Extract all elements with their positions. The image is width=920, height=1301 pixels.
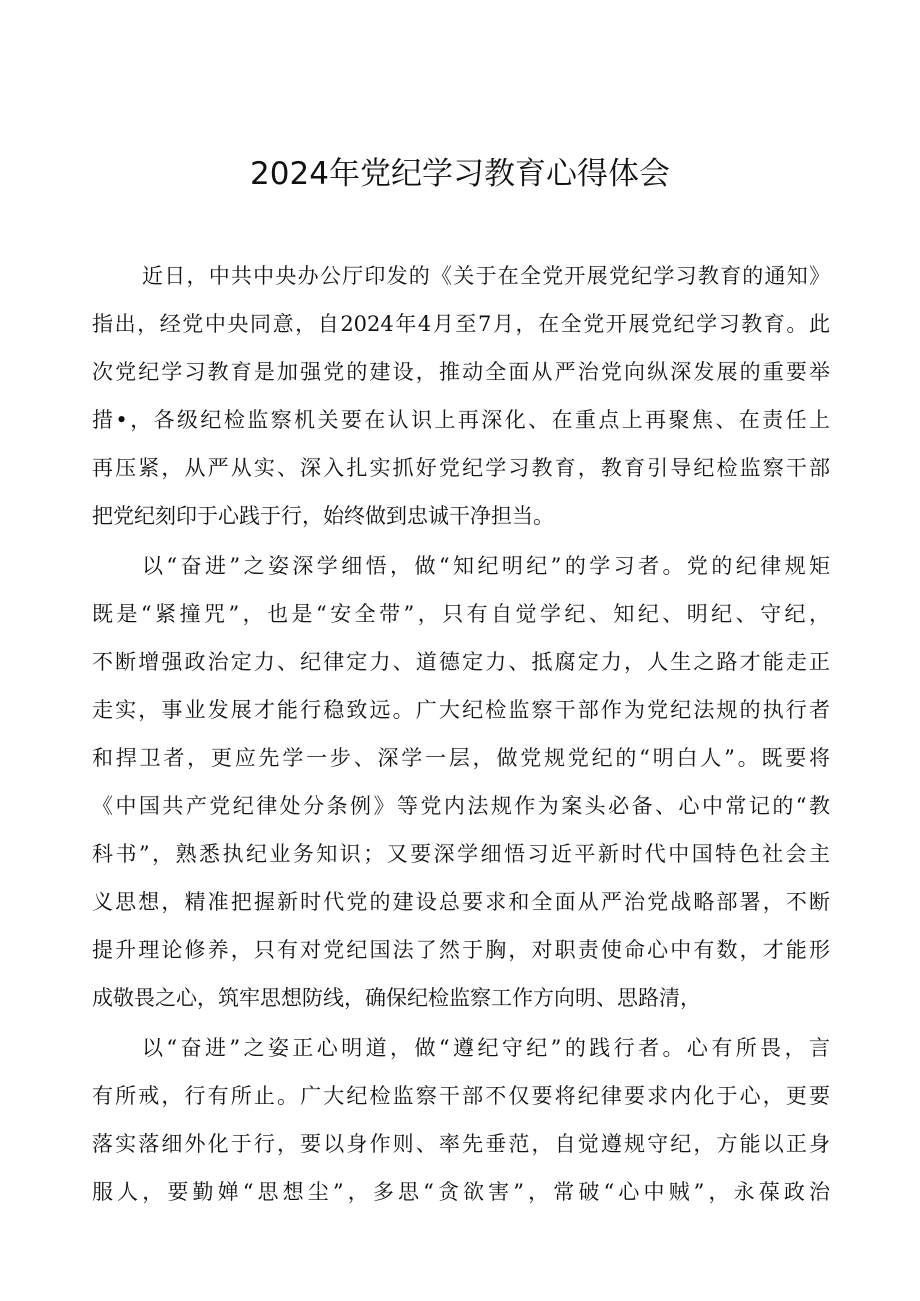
paragraph-line: 落实落细外化于行，要以身作则、率先垂范，自觉遵规守纪，方能以正身 <box>92 1132 830 1156</box>
paragraph-line: 服人，要勤婵“思想尘”，多思“贪欲害”，常破“心中贼”，永葆政治 <box>92 1180 830 1204</box>
paragraph-3 <box>92 1024 830 1216</box>
paragraph-line: 提升理论修养，只有对党纪国法了然于胸，对职责使命心中有数，才能形 <box>92 938 830 962</box>
paragraph-line: 走实，事业发展才能行稳致远。广大纪检监察干部作为党纪法规的执行者 <box>92 698 830 722</box>
paragraph-line: 《中国共产党纪律处分条例》等党内法规作为案头必备、心中常记的“教 <box>92 794 830 818</box>
paragraph-line: 既是“紧撞咒”，也是“安全带”，只有自觉学纪、知纪、明纪、守纪， <box>92 602 830 626</box>
document-title: 2024年党纪学习教育心得体会 <box>250 156 670 192</box>
paragraph-line: 把党纪刻印于心践于行，始终做到忠诚干净担当。 <box>92 504 554 528</box>
paragraph-1 <box>92 252 830 540</box>
paragraph-line: 次党纪学习教育是加强党的建设，推动全面从严治党向纵深发展的重要举 <box>92 360 830 384</box>
paragraph-line: 再压紧，从严从实、深入扎实抓好党纪学习教育，教育引导纪检监察干部 <box>92 456 830 480</box>
paragraph-2 <box>92 542 830 1022</box>
paragraph-line: 科书”，熟悉执纪业务知识；又要深学细悟习近平新时代中国特色社会主 <box>92 842 830 866</box>
paragraph-line: 以“奋进”之姿正心明道，做“遵纪守纪”的践行者。心有所畏，言 <box>142 1036 830 1060</box>
paragraph-line: 义思想，精准把握新时代党的建设总要求和全面从严治党战略部署，不断 <box>92 890 830 914</box>
paragraph-line: 成敬畏之心，筑牢思想防线，确保纪检监察工作方向明、思路清， <box>92 986 701 1010</box>
paragraph-line: 有所戒，行有所止。广大纪检监察干部不仅要将纪律要求内化于心，更要 <box>92 1084 830 1108</box>
paragraph-line: 指出，经党中央同意，自2024年4月至7月，在全党开展党纪学习教育。此 <box>92 312 830 336</box>
paragraph-line: 措•，各级纪检监察机关要在认识上再深化、在重点上再聚焦、在责任上 <box>92 408 830 432</box>
paragraph-line: 和捍卫者，更应先学一步、深学一层，做党规党纪的“明白人”。既要将 <box>92 746 830 770</box>
paragraph-line: 近日，中共中央办公厅印发的《关于在全党开展党纪学习教育的通知》 <box>142 264 830 288</box>
paragraph-line: 不断增强政治定力、纪律定力、道德定力、抵腐定力，人生之路才能走正 <box>92 650 830 674</box>
paragraph-line: 以“奋进”之姿深学细悟，做“知纪明纪”的学习者。党的纪律规矩 <box>142 554 830 578</box>
